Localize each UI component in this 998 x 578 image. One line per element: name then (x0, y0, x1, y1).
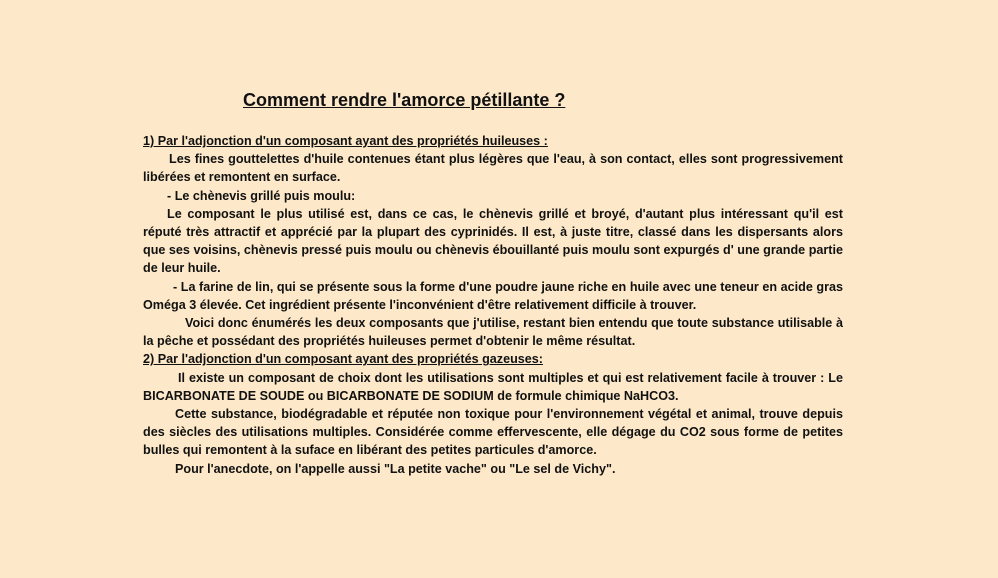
section1-item1-text: Le composant le plus utilisé est, dans ce cas, le chènevis grillé et broyé, d'autant plus intéressant qu'il est réputé très attractif et apprécié par la plupart des cyprinidés. Il est, à juste titre, classé dans les dispersants alors que ses voisins, chènevis pressé puis moulu ou chènevis ébouillanté puis moulu sont expurgés d' une grande partie de leur huile. (143, 206, 843, 276)
section2-heading: 2) Par l'adjonction d'un composant ayant des propriétés gazeuses: (143, 352, 543, 367)
section1-intro: Les fines gouttelettes d'huile contenues étant plus légères que l'eau, à son contact, elles sont progressivement libérées et remontent en surface. (143, 152, 843, 185)
document-title: Comment rendre l'amorce pétillante ? (243, 90, 566, 110)
document-body (143, 132, 843, 478)
section1-heading: 1) Par l'adjonction d'un composant ayant des propriétés huileuses : (143, 134, 548, 148)
section1-item1-title: - Le chènevis grillé puis moulu: (167, 188, 356, 203)
section2-para3: Pour l'anecdote, on l'appelle aussi "La petite vache" ou "Le sel de Vichy". (175, 461, 616, 476)
section2-para1: Il existe un composant de choix dont les utilisations sont multiples et qui est relativement facile à trouver : Le BICARBONATE DE SOUDE ou BICARBONATE DE SODIUM de formule chimique NaHCO3. (143, 370, 843, 403)
section1-conclusion: Voici donc énumérés les deux composants que j'utilise, restant bien entendu que toute substance utilisable à la pêche et possédant des propriétés huileuses permet d'obtenir le même résultat. (143, 316, 843, 349)
section2-para2: Cette substance, biodégradable et réputée non toxique pour l'environnement végétal et animal, trouve depuis des siècles des utilisations multiples. Considérée comme effervescente, elle dégage du CO2 sous forme de petites bulles qui remontent à la suface en libérant des petites particules d'amorce. (143, 407, 843, 458)
section1-item2-text: - La farine de lin, qui se présente sous la forme d'une poudre jaune riche en huile avec une teneur en acide gras Oméga 3 élevée. Cet ingrédient présente l'inconvénient d'être relativement difficile à trouver. (143, 279, 843, 312)
